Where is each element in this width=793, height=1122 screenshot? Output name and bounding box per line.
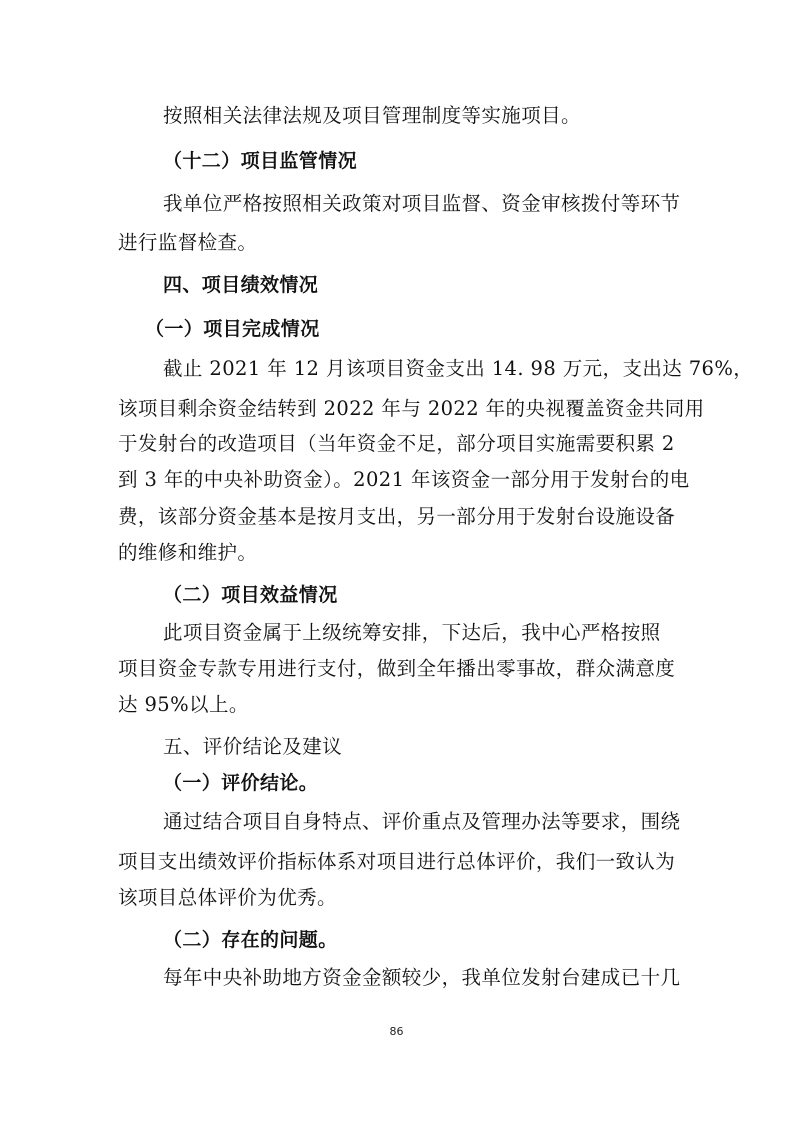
text-line: 项目资金专款专用进行支付，做到全年播出零事故，群众满意度 [118, 657, 676, 680]
section-heading: （二）存在的问题。 [163, 929, 338, 951]
section-heading: （一）评价结论。 [163, 772, 319, 794]
text-line: 该项目总体评价为优秀。 [118, 886, 337, 909]
page-number: 86 [389, 1025, 404, 1038]
section-heading: （十二）项目监管情况 [163, 150, 358, 172]
section-heading: （二）项目效益情况 [163, 584, 338, 606]
text-line: 到 3 年的中央补助资金）。2021 年该资金一部分用于发射台的电 [118, 468, 690, 491]
text-line: 项目支出绩效评价指标体系对项目进行总体评价，我们一致认为 [118, 850, 676, 873]
section-heading: （一）项目完成情况 [145, 318, 320, 340]
text-line: 达 95%以上。 [118, 693, 249, 716]
text-line: 五、评价结论及建议 [163, 735, 343, 758]
text-line: 此项目资金属于上级统筹安排，下达后，我中心严格按照 [163, 621, 661, 644]
text-line: 通过结合项目自身特点、评价重点及管理办法等要求，围绕 [163, 810, 681, 833]
text-line: 费，该部分资金基本是按月支出，另一部分用于发射台设施设备 [118, 505, 676, 528]
text-line: 该项目剩余资金结转到 2022 年与 2022 年的央视覆盖资金共同用 [118, 397, 705, 420]
text-line: 的维修和维护。 [118, 541, 258, 564]
text-line: 我单位严格按照相关政策对项目监督、资金审核拨付等环节 [163, 192, 681, 215]
text-line: 截止 2021 年 12 月该项目资金支出 14. 98 万元，支出达 76%， [163, 357, 754, 380]
text-line: 进行监督检查。 [118, 231, 258, 254]
text-line: 于发射台的改造项目（当年资金不足，部分项目实施需要积累 2 [118, 432, 675, 455]
text-line: 每年中央补助地方资金金额较少，我单位发射台建成已十几 [163, 966, 681, 989]
text-line: 按照相关法律法规及项目管理制度等实施项目。 [163, 104, 581, 127]
section-heading: 四、项目绩效情况 [163, 274, 319, 296]
